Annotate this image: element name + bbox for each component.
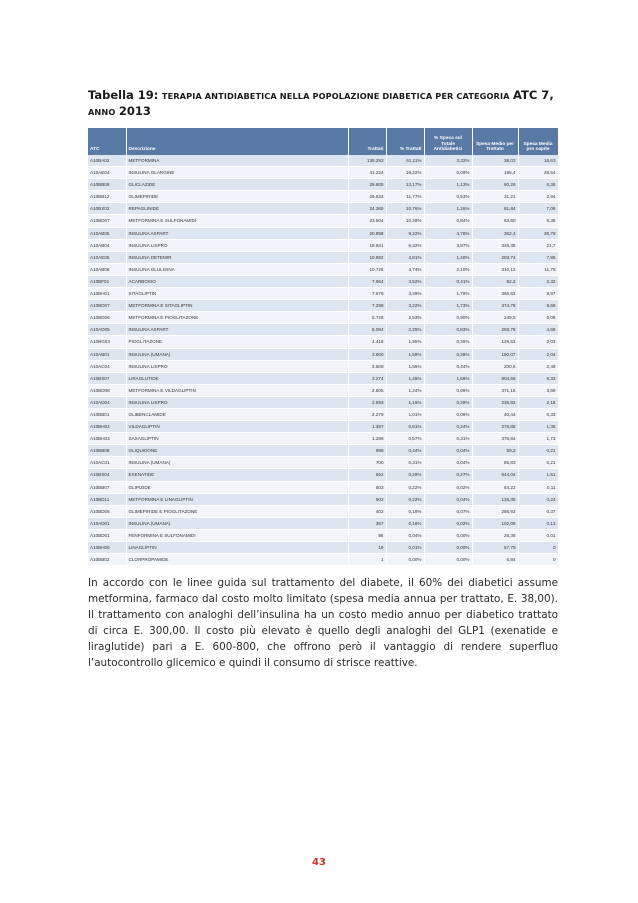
cell-descrizione: INSULINA (UMANA) bbox=[126, 517, 348, 529]
table-row bbox=[88, 312, 558, 324]
cell-trattati: 402 bbox=[348, 505, 386, 517]
table-row bbox=[88, 155, 558, 167]
cell-atc: A10BB12 bbox=[88, 191, 126, 203]
cell-spesa-pro-capite: 0 bbox=[518, 542, 558, 554]
header-descrizione: Descrizione bbox=[126, 128, 348, 155]
caption-atc: ATC 7, bbox=[513, 88, 554, 102]
cell-atc: A10BH01 bbox=[88, 288, 126, 300]
caption-title: TERAPIA ANTIDIABETICA NELLA POPOLAZIONE DIABETICA PER CATEGORIA bbox=[161, 91, 510, 101]
cell-descrizione: INSULINA DETEMIR bbox=[126, 251, 348, 263]
cell-descrizione: GLIPIZIDE bbox=[126, 481, 348, 493]
cell-descrizione: METFORMINA E SULFONAMIDI bbox=[126, 215, 348, 227]
cell-descrizione: VILDAGLIPTIN bbox=[126, 421, 348, 433]
cell-descrizione: INSULINA GLULISINA bbox=[126, 263, 348, 275]
table-row bbox=[88, 517, 558, 529]
cell-descrizione: INSULINA GLARGINE bbox=[126, 167, 348, 179]
cell-perc-spesa: 0,44% bbox=[424, 360, 472, 372]
cell-perc-spesa: 0,02% bbox=[424, 481, 472, 493]
cell-perc-spesa: 0,06% bbox=[424, 408, 472, 420]
table-row bbox=[88, 529, 558, 541]
cell-descrizione: INSULINA LISPRO bbox=[126, 396, 348, 408]
cell-spesa-media: 38,03 bbox=[472, 155, 518, 167]
table-row bbox=[88, 167, 558, 179]
cell-descrizione: METFORMINA E SITAGLIPTIN bbox=[126, 300, 348, 312]
cell-trattati: 1.387 bbox=[348, 421, 386, 433]
cell-perc-spesa: 1,26% bbox=[424, 203, 472, 215]
cell-spesa-media: 60,26 bbox=[472, 179, 518, 191]
cell-perc-trattati: 4,74% bbox=[386, 263, 424, 275]
cell-descrizione: PIOGLITAZONE bbox=[126, 336, 348, 348]
cell-trattati: 7.964 bbox=[348, 275, 386, 287]
cell-perc-spesa: 1,78% bbox=[424, 288, 472, 300]
cell-atc: A10AC04 bbox=[88, 360, 126, 372]
cell-spesa-pro-capite: 16,63 bbox=[518, 155, 558, 167]
cell-perc-spesa: 0,36% bbox=[424, 348, 472, 360]
cell-perc-trattati: 8,32% bbox=[386, 239, 424, 251]
cell-perc-spesa: 0,90% bbox=[424, 312, 472, 324]
caption-year: 2013 bbox=[118, 104, 151, 118]
cell-trattati: 24.360 bbox=[348, 203, 386, 215]
table-row bbox=[88, 215, 558, 227]
cell-atc: A10BD07 bbox=[88, 300, 126, 312]
atc-table-container bbox=[88, 128, 558, 566]
cell-spesa-media: 82,2 bbox=[472, 275, 518, 287]
cell-perc-trattati: 61,11% bbox=[386, 155, 424, 167]
cell-trattati: 7.678 bbox=[348, 288, 386, 300]
cell-perc-trattati: 10,39% bbox=[386, 215, 424, 227]
cell-trattati: 2.593 bbox=[348, 396, 386, 408]
cell-perc-trattati: 3,52% bbox=[386, 275, 424, 287]
cell-atc: A10BD01 bbox=[88, 529, 126, 541]
cell-perc-spesa: 0,00% bbox=[424, 529, 472, 541]
cell-atc: A10BX07 bbox=[88, 372, 126, 384]
cell-spesa-pro-capite: 28,54 bbox=[518, 167, 558, 179]
table-caption bbox=[88, 88, 558, 120]
cell-atc: A10BD11 bbox=[88, 493, 126, 505]
cell-perc-spesa: 0,41% bbox=[424, 275, 472, 287]
cell-spesa-pro-capite: 7,06 bbox=[518, 203, 558, 215]
cell-descrizione: GLIBENCLAMIDE bbox=[126, 408, 348, 420]
cell-perc-spesa: 0,27% bbox=[424, 469, 472, 481]
cell-trattati: 700 bbox=[348, 457, 386, 469]
cell-perc-trattati: 0,31% bbox=[386, 457, 424, 469]
table-row bbox=[88, 408, 558, 420]
cell-trattati: 138.293 bbox=[348, 155, 386, 167]
cell-atc: A10BD06 bbox=[88, 312, 126, 324]
cell-trattati: 23.504 bbox=[348, 215, 386, 227]
cell-spesa-pro-capite: 0,13 bbox=[518, 517, 558, 529]
cell-trattati: 1.288 bbox=[348, 433, 386, 445]
cell-trattati: 18.831 bbox=[348, 239, 386, 251]
cell-spesa-media: 160,07 bbox=[472, 348, 518, 360]
cell-atc: A10BB09 bbox=[88, 179, 126, 191]
cell-trattati: 41.224 bbox=[348, 167, 386, 179]
page-number: 43 bbox=[312, 857, 326, 868]
cell-spesa-pro-capite: 7,85 bbox=[518, 251, 558, 263]
cell-perc-spesa: 0,53% bbox=[424, 191, 472, 203]
cell-atc: A10AC01 bbox=[88, 457, 126, 469]
cell-perc-spesa: 0,04% bbox=[424, 457, 472, 469]
cell-trattati: 5.726 bbox=[348, 312, 386, 324]
cell-trattati: 10.882 bbox=[348, 251, 386, 263]
cell-spesa-pro-capite: 5,06 bbox=[518, 312, 558, 324]
cell-spesa-media: 129,53 bbox=[472, 336, 518, 348]
cell-perc-trattati: 18,22% bbox=[386, 167, 424, 179]
cell-trattati: 29.800 bbox=[348, 179, 386, 191]
table-row bbox=[88, 191, 558, 203]
cell-perc-trattati: 1,01% bbox=[386, 408, 424, 420]
cell-spesa-pro-capite: 9,69 bbox=[518, 300, 558, 312]
cell-spesa-media: 135,35 bbox=[472, 493, 518, 505]
cell-spesa-pro-capite: 6,36 bbox=[518, 179, 558, 191]
cell-trattati: 20.858 bbox=[348, 227, 386, 239]
cell-descrizione: LINAGLIPTIN bbox=[126, 542, 348, 554]
cell-atc: A10BB08 bbox=[88, 445, 126, 457]
cell-perc-spesa: 0,04% bbox=[424, 445, 472, 457]
cell-spesa-pro-capite: 2,94 bbox=[518, 191, 558, 203]
cell-perc-trattati: 3,39% bbox=[386, 288, 424, 300]
cell-descrizione: INSULINA ASPART bbox=[126, 227, 348, 239]
cell-spesa-pro-capite: 2,03 bbox=[518, 336, 558, 348]
cell-perc-trattati: 0,22% bbox=[386, 493, 424, 505]
header-spesa-media: Spesa Medio per Trattato bbox=[472, 128, 518, 155]
table-row bbox=[88, 179, 558, 191]
cell-atc: A10BH03 bbox=[88, 433, 126, 445]
cell-atc: A10BF01 bbox=[88, 275, 126, 287]
cell-atc: A10BD08 bbox=[88, 384, 126, 396]
cell-spesa-media: 644,04 bbox=[472, 469, 518, 481]
table-row bbox=[88, 203, 558, 215]
table-row bbox=[88, 433, 558, 445]
cell-perc-spesa: 3,87% bbox=[424, 239, 472, 251]
cell-perc-trattati: 1,55% bbox=[386, 360, 424, 372]
cell-trattati: 96 bbox=[348, 529, 386, 541]
cell-atc: A10BX04 bbox=[88, 469, 126, 481]
cell-atc: A10AB04 bbox=[88, 239, 126, 251]
cell-perc-trattati: 11,77% bbox=[386, 191, 424, 203]
cell-descrizione: INSULINA (UMANA) bbox=[126, 348, 348, 360]
table-row bbox=[88, 469, 558, 481]
cell-spesa-pro-capite: 3,69 bbox=[518, 384, 558, 396]
cell-spesa-pro-capite: 2,32 bbox=[518, 275, 558, 287]
cell-atc: A10AB05 bbox=[88, 227, 126, 239]
cell-perc-spesa: 2,10% bbox=[424, 263, 472, 275]
cell-atc: A10AB01 bbox=[88, 348, 126, 360]
cell-spesa-media: 378,84 bbox=[472, 433, 518, 445]
cell-descrizione: GLICLAZIDE bbox=[126, 179, 348, 191]
cell-spesa-pro-capite: 0,24 bbox=[518, 493, 558, 505]
cell-atc: A10BH05 bbox=[88, 542, 126, 554]
cell-perc-spesa: 0,36% bbox=[424, 336, 472, 348]
cell-perc-trattati: 1,24% bbox=[386, 384, 424, 396]
cell-spesa-media: 59,2 bbox=[472, 445, 518, 457]
cell-spesa-media: 200,6 bbox=[472, 360, 518, 372]
cell-spesa-pro-capite: 0,21 bbox=[518, 445, 558, 457]
cell-perc-trattati: 0,04% bbox=[386, 529, 424, 541]
cell-perc-spesa: 4,78% bbox=[424, 227, 472, 239]
table-row bbox=[88, 288, 558, 300]
cell-spesa-media: 374,78 bbox=[472, 300, 518, 312]
cell-trattati: 995 bbox=[348, 445, 386, 457]
cell-perc-trattati: 0,57% bbox=[386, 433, 424, 445]
table-row bbox=[88, 251, 558, 263]
cell-spesa-media: 26,36 bbox=[472, 529, 518, 541]
cell-perc-trattati: 0,22% bbox=[386, 481, 424, 493]
cell-spesa-pro-capite: 9,33 bbox=[518, 372, 558, 384]
table-row bbox=[88, 263, 558, 275]
cell-atc: A10AB06 bbox=[88, 263, 126, 275]
cell-descrizione: REPAGLINIDE bbox=[126, 203, 348, 215]
cell-perc-spesa: 0,66% bbox=[424, 384, 472, 396]
cell-descrizione: FENFORMINA E SULFONAMIDI bbox=[126, 529, 348, 541]
cell-perc-spesa: 1,73% bbox=[424, 300, 472, 312]
cell-trattati: 662 bbox=[348, 469, 386, 481]
cell-spesa-pro-capite: 0,37 bbox=[518, 505, 558, 517]
table-body bbox=[88, 155, 558, 566]
cell-perc-spesa: 0,07% bbox=[424, 505, 472, 517]
cell-trattati: 3.600 bbox=[348, 348, 386, 360]
cell-spesa-media: 366,63 bbox=[472, 288, 518, 300]
cell-perc-spesa: 1,66% bbox=[424, 372, 472, 384]
cell-spesa-pro-capite: 21,7 bbox=[518, 239, 558, 251]
header-perc-spesa: % Spesa sul Totale Antidiabetici bbox=[424, 128, 472, 155]
cell-atc: A10BB02 bbox=[88, 554, 126, 566]
cell-perc-spesa: 1,13% bbox=[424, 179, 472, 191]
cell-descrizione: INSULINA LISPRO bbox=[126, 360, 348, 372]
table-row bbox=[88, 300, 558, 312]
cell-spesa-pro-capite: 1,51 bbox=[518, 469, 558, 481]
cell-atc: A10BD06 bbox=[88, 505, 126, 517]
cell-spesa-pro-capite: 1,73 bbox=[518, 433, 558, 445]
table-row bbox=[88, 372, 558, 384]
cell-spesa-media: 203,74 bbox=[472, 251, 518, 263]
table-row bbox=[88, 336, 558, 348]
cell-perc-spesa: 0,00% bbox=[424, 554, 472, 566]
cell-perc-spesa: 0,83% bbox=[424, 324, 472, 336]
cell-trattati: 367 bbox=[348, 517, 386, 529]
cell-spesa-pro-capite: 5,35 bbox=[518, 215, 558, 227]
cell-perc-trattati: 10,76% bbox=[386, 203, 424, 215]
table-row bbox=[88, 239, 558, 251]
cell-perc-spesa: 3,32% bbox=[424, 155, 472, 167]
cell-spesa-pro-capite: 0,33 bbox=[518, 408, 558, 420]
cell-perc-spesa: 1,40% bbox=[424, 251, 472, 263]
cell-perc-trattati: 13,17% bbox=[386, 179, 424, 191]
cell-spesa-media: 256,93 bbox=[472, 505, 518, 517]
cell-trattati: 2.279 bbox=[348, 408, 386, 420]
cell-perc-spesa: 0,02% bbox=[424, 517, 472, 529]
cell-trattati: 7.298 bbox=[348, 300, 386, 312]
cell-perc-trattati: 0,18% bbox=[386, 505, 424, 517]
cell-descrizione: CLORPROPAMIDE bbox=[126, 554, 348, 566]
cell-descrizione: GLIMEPIRIDE E PIOGLITAZONE bbox=[126, 505, 348, 517]
cell-perc-trattati: 0,16% bbox=[386, 517, 424, 529]
cell-trattati: 10.725 bbox=[348, 263, 386, 275]
cell-trattati: 502 bbox=[348, 493, 386, 505]
cell-perc-trattati: 0,44% bbox=[386, 445, 424, 457]
cell-atc: A10BH02 bbox=[88, 421, 126, 433]
cell-perc-spesa: 0,24% bbox=[424, 421, 472, 433]
atc-table bbox=[88, 128, 559, 566]
cell-spesa-media: 31,21 bbox=[472, 191, 518, 203]
caption-year-label: ANNO bbox=[88, 107, 116, 117]
cell-spesa-pro-capite: 1,36 bbox=[518, 421, 558, 433]
table-row bbox=[88, 227, 558, 239]
cell-spesa-media: 249,5 bbox=[472, 312, 518, 324]
cell-descrizione: EXENATIDE bbox=[126, 469, 348, 481]
cell-spesa-media: 362,4 bbox=[472, 227, 518, 239]
cell-spesa-pro-capite: 2,04 bbox=[518, 348, 558, 360]
cell-perc-trattati: 3,22% bbox=[386, 300, 424, 312]
cell-spesa-media: 57,75 bbox=[472, 542, 518, 554]
cell-trattati: 26.633 bbox=[348, 191, 386, 203]
cell-descrizione: METFORMINA E LINAGLIPTIN bbox=[126, 493, 348, 505]
table-row bbox=[88, 505, 558, 517]
cell-spesa-media: 102,09 bbox=[472, 517, 518, 529]
cell-descrizione: METFORMINA bbox=[126, 155, 348, 167]
cell-atc: A10AE05 bbox=[88, 251, 126, 263]
cell-atc: A10BX02 bbox=[88, 203, 126, 215]
header-atc: ATC bbox=[88, 128, 126, 155]
cell-spesa-media: 371,15 bbox=[472, 384, 518, 396]
cell-perc-trattati: 2,25% bbox=[386, 324, 424, 336]
table-row bbox=[88, 360, 558, 372]
cell-atc: A10AD04 bbox=[88, 396, 126, 408]
cell-trattati: 19 bbox=[348, 542, 386, 554]
cell-spesa-media: 259,78 bbox=[472, 324, 518, 336]
cell-spesa-media: 310,13 bbox=[472, 263, 518, 275]
body-paragraph: In accordo con le linee guida sul trattamento del diabete, il 60% dei diabetici assume metformina, farmaco dal costo molto limitato (spesa media annua per trattato, E. 38,00). Il trattamento con analoghi dell’insulina ha un costo medio annuo per diabetico trattato di circa E. 300,00. Il costo più elevato è quello degli analoghi del GLP1 (exenatide e liraglutide) pari a E. 600-800, che offrono però il vantaggio di rendere superfluo l’autocontrollo glicemico e quindi il consumo di strisce reattive. bbox=[88, 577, 558, 669]
table-row bbox=[88, 324, 558, 336]
cell-spesa-pro-capite: 11,78 bbox=[518, 263, 558, 275]
cell-perc-trattati: 0,01% bbox=[386, 542, 424, 554]
cell-perc-spesa: 0,39% bbox=[424, 396, 472, 408]
table-row bbox=[88, 348, 558, 360]
table-row bbox=[88, 493, 558, 505]
cell-descrizione: GLIQUIDONE bbox=[126, 445, 348, 457]
cell-atc: A10AE04 bbox=[88, 167, 126, 179]
cell-spesa-pro-capite: 0,21 bbox=[518, 457, 558, 469]
cell-spesa-media: 276,88 bbox=[472, 421, 518, 433]
cell-atc: A10AD01 bbox=[88, 517, 126, 529]
cell-atc: A10BB01 bbox=[88, 408, 126, 420]
table-row bbox=[88, 445, 558, 457]
table-row bbox=[88, 554, 558, 566]
cell-trattati: 503 bbox=[348, 481, 386, 493]
table-row bbox=[88, 481, 558, 493]
table-row bbox=[88, 396, 558, 408]
cell-perc-spesa: 5,09% bbox=[424, 167, 472, 179]
cell-perc-spesa: 0,31% bbox=[424, 433, 472, 445]
cell-spesa-media: 85,83 bbox=[472, 457, 518, 469]
cell-perc-trattati: 4,81% bbox=[386, 251, 424, 263]
cell-perc-trattati: 2,53% bbox=[386, 312, 424, 324]
table-row bbox=[88, 421, 558, 433]
cell-descrizione: METFORMINA E VILDAGLIPTIN bbox=[126, 384, 348, 396]
cell-spesa-pro-capite: 0,11 bbox=[518, 481, 558, 493]
cell-descrizione: INSULINA LISPRO bbox=[126, 239, 348, 251]
cell-descrizione: LIRAGLUTIDE bbox=[126, 372, 348, 384]
cell-perc-trattati: 1,45% bbox=[386, 372, 424, 384]
table-row bbox=[88, 542, 558, 554]
cell-descrizione: INSULINA ASPART bbox=[126, 324, 348, 336]
cell-perc-spesa: 0,00% bbox=[424, 542, 472, 554]
cell-trattati: 3.274 bbox=[348, 372, 386, 384]
cell-perc-trattati: 9,22% bbox=[386, 227, 424, 239]
cell-spesa-pro-capite: 9,97 bbox=[518, 288, 558, 300]
cell-atc: A10BB07 bbox=[88, 481, 126, 493]
cell-perc-spesa: 0,84% bbox=[424, 215, 472, 227]
cell-spesa-media: 40,44 bbox=[472, 408, 518, 420]
cell-descrizione: ACARBOSIO bbox=[126, 275, 348, 287]
caption-lead: Tabella 19: bbox=[88, 88, 159, 102]
cell-spesa-media: 236,93 bbox=[472, 396, 518, 408]
cell-spesa-pro-capite: 0 bbox=[518, 554, 558, 566]
cell-trattati: 1 bbox=[348, 554, 386, 566]
cell-trattati: 4.418 bbox=[348, 336, 386, 348]
cell-descrizione: INSULINA (UMANA) bbox=[126, 457, 348, 469]
table-header-row bbox=[88, 128, 558, 155]
header-perc-trattati: % Trattati bbox=[386, 128, 424, 155]
cell-spesa-media: 195,4 bbox=[472, 167, 518, 179]
cell-perc-trattati: 0,29% bbox=[386, 469, 424, 481]
cell-spesa-media: 804,59 bbox=[472, 372, 518, 384]
cell-descrizione: METFORMINA E PIOGLITAZONE bbox=[126, 312, 348, 324]
cell-perc-trattati: 1,15% bbox=[386, 396, 424, 408]
table-row bbox=[88, 384, 558, 396]
cell-spesa-pro-capite: 26,78 bbox=[518, 227, 558, 239]
cell-atc: A10BG03 bbox=[88, 336, 126, 348]
cell-trattati: 3.509 bbox=[348, 360, 386, 372]
cell-trattati: 2.805 bbox=[348, 384, 386, 396]
cell-perc-trattati: 0,00% bbox=[386, 554, 424, 566]
cell-descrizione: SITAGLIPTIN bbox=[126, 288, 348, 300]
cell-perc-trattati: 1,95% bbox=[386, 336, 424, 348]
table-row bbox=[88, 275, 558, 287]
cell-spesa-pro-capite: 4,68 bbox=[518, 324, 558, 336]
table-row bbox=[88, 457, 558, 469]
cell-perc-trattati: 0,61% bbox=[386, 421, 424, 433]
cell-trattati: 5.084 bbox=[348, 324, 386, 336]
cell-spesa-pro-capite: 2,49 bbox=[518, 360, 558, 372]
cell-spesa-media: 6,84 bbox=[472, 554, 518, 566]
header-trattati: Trattati bbox=[348, 128, 386, 155]
cell-perc-trattati: 1,59% bbox=[386, 348, 424, 360]
cell-descrizione: GLIMEPIRIDE bbox=[126, 191, 348, 203]
cell-spesa-media: 64,22 bbox=[472, 481, 518, 493]
cell-spesa-media: 325,35 bbox=[472, 239, 518, 251]
cell-spesa-pro-capite: 2,18 bbox=[518, 396, 558, 408]
header-spesa-pro-capite: Spesa Media pro capite bbox=[518, 128, 558, 155]
cell-spesa-pro-capite: 0,01 bbox=[518, 529, 558, 541]
cell-perc-spesa: 0,04% bbox=[424, 493, 472, 505]
cell-atc: A10BD07 bbox=[88, 215, 126, 227]
cell-spesa-media: 63,60 bbox=[472, 215, 518, 227]
cell-descrizione: SAXAGLIPTIN bbox=[126, 433, 348, 445]
cell-atc: A10BA02 bbox=[88, 155, 126, 167]
cell-spesa-media: 81,84 bbox=[472, 203, 518, 215]
cell-atc: A10AD05 bbox=[88, 324, 126, 336]
